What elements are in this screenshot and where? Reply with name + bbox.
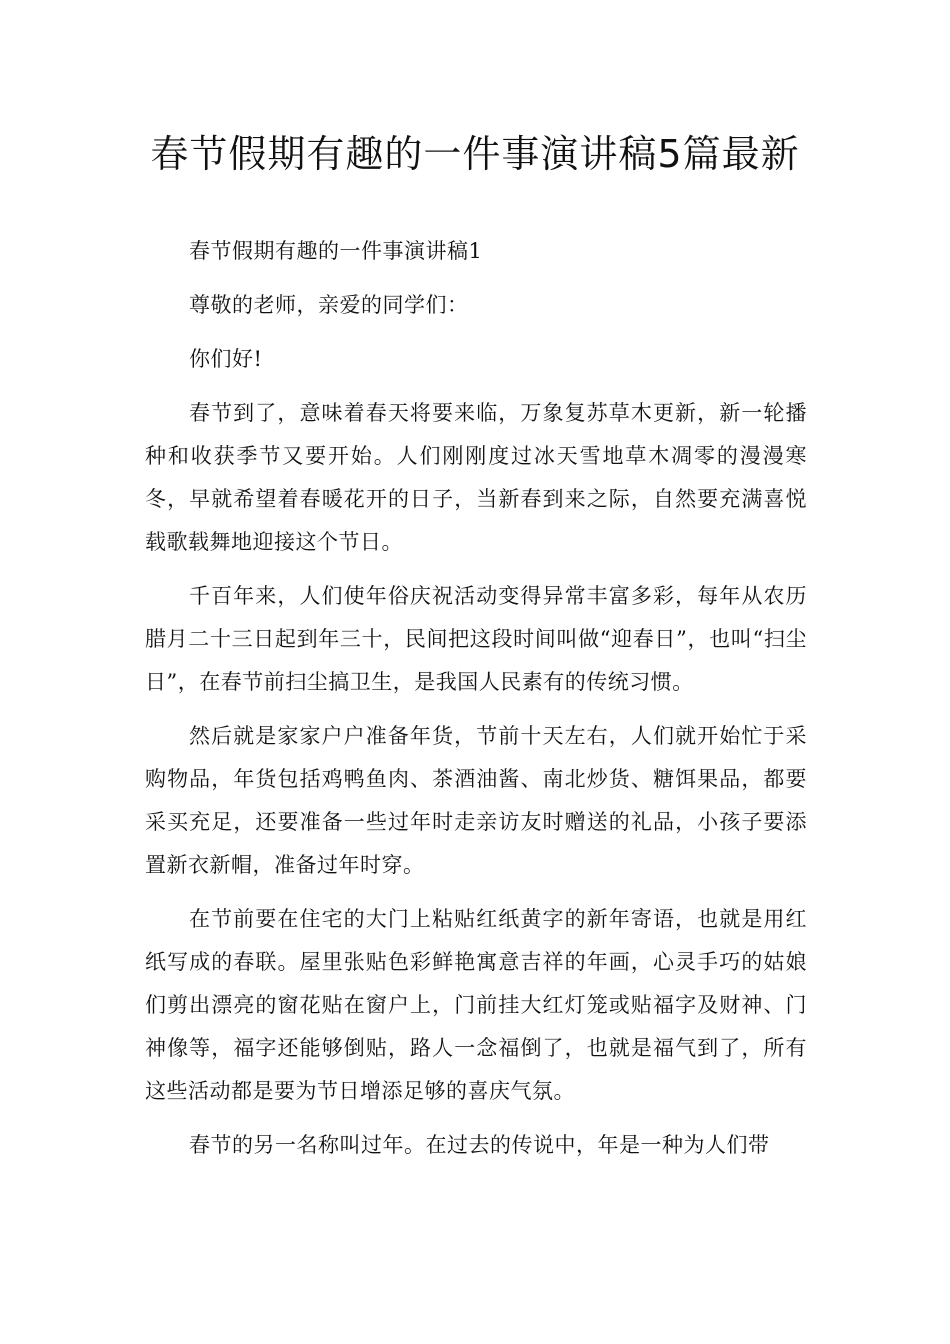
greeting: 你们好! bbox=[189, 347, 263, 371]
body-paragraph: 千百年来，人们使年俗庆祝活动变得异常丰富多彩，每年从农历腊月二十三日起到年三十，民间把这段时间叫做“迎春日”，也叫“扫尘日”，在春节前扫尘搞卫生，是我国人民素有的传统习惯。 bbox=[145, 584, 807, 694]
body-paragraph: 然后就是家家户户准备年货，节前十天左右，人们就开始忙于采购物品，年货包括鸡鸭鱼肉、茶酒油酱、南北炒货、糖饵果品，都要采买充足，还要准备一些过年时走亲访友时赠送的礼品，小孩子要添置新衣新帽，准备过年时穿。 bbox=[145, 724, 807, 877]
section-heading: 春节假期有趣的一件事演讲稿1 bbox=[189, 239, 483, 263]
body-paragraph: 春节到了，意味着春天将要来临，万象复苏草木更新，新一轮播种和收获季节又要开始。人们刚刚度过冰天雪地草木凋零的漫漫寒冬，早就希望着春暖花开的日子，当新春到来之际，自然要充满喜悦载歌载舞地迎接这个节日。 bbox=[145, 401, 807, 554]
document-body bbox=[145, 230, 807, 1178]
body-paragraph: 在节前要在住宅的大门上粘贴红纸黄字的新年寄语，也就是用红纸写成的春联。屋里张贴色彩鲜艳寓意吉祥的年画，心灵手巧的姑娘们剪出漂亮的窗花贴在窗户上，门前挂大红灯笼或贴福字及财神、门神像等，福字还能够倒贴，路人一念福倒了，也就是福气到了，所有这些活动都是要为节日增添足够的喜庆气氛。 bbox=[145, 907, 807, 1103]
body-paragraph: 春节的另一名称叫过年。在过去的传说中，年是一种为人们带 bbox=[189, 1133, 770, 1157]
salutation: 尊敬的老师，亲爱的同学们： bbox=[189, 293, 469, 317]
document-title: 春节假期有趣的一件事演讲稿5篇最新 bbox=[150, 132, 800, 176]
